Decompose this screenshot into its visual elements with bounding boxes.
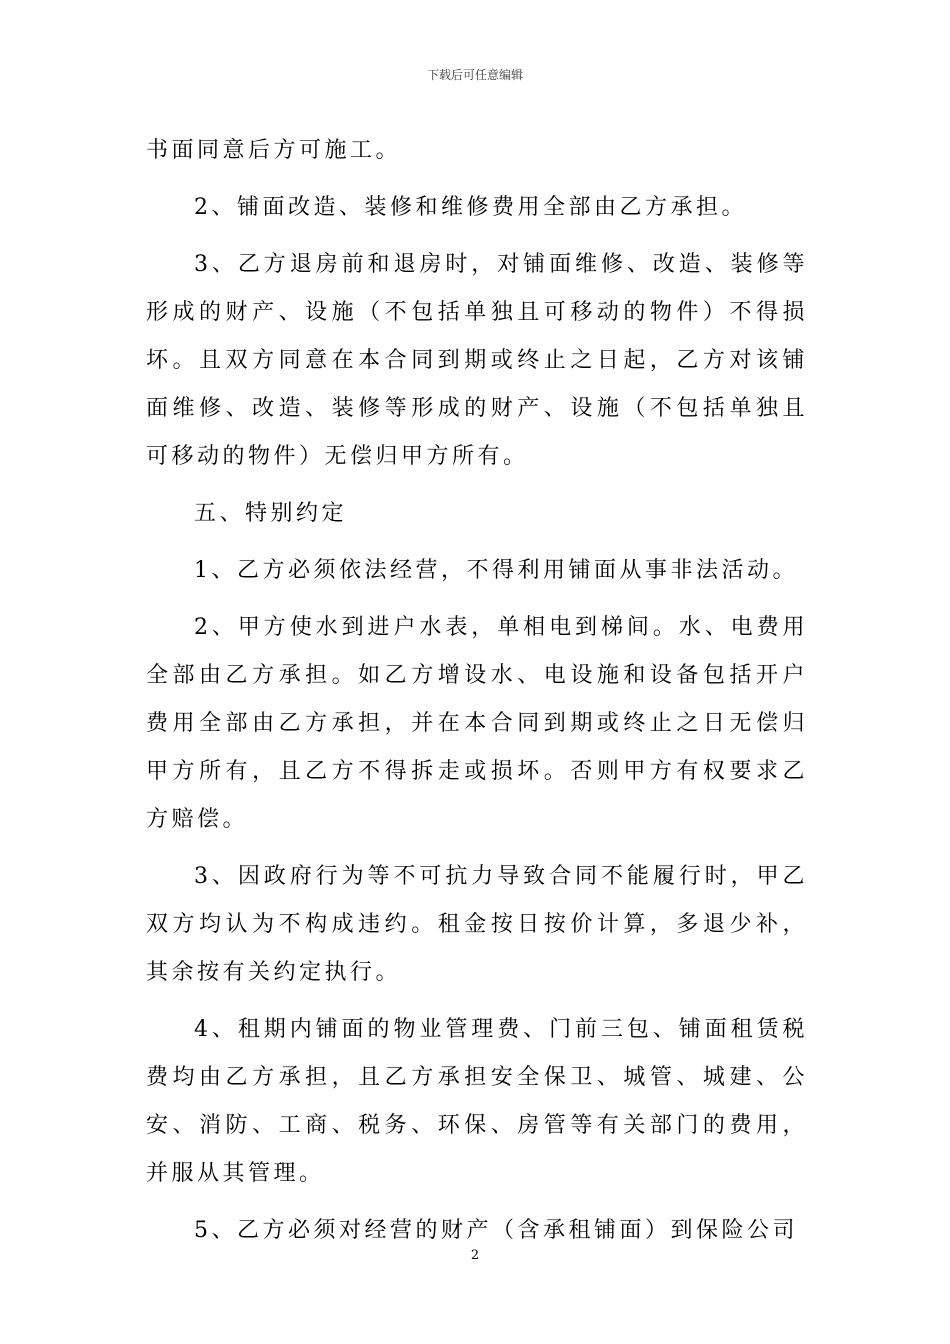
document-body <box>146 127 808 1264</box>
paragraph-special-5: 5、乙方必须对经营的财产（含承租铺面）到保险公司 <box>194 1218 798 1243</box>
paragraph-clause-3: 3、乙方退房前和退房时，对铺面维修、改造、装修等形成的财产、设施（不包括单独且可移动的物件）不得损坏。且双方同意在本合同到期或终止之日起，乙方对该铺面维修、改造、装修等形成的财产、设施（不包括单独且可移动的物件）无偿归甲方所有。 <box>146 252 808 469</box>
paragraph-special-2: 2、甲方使水到进户水表，单相电到梯间。水、电费用全部由乙方承担。如乙方增设水、电设施和设备包括开户费用全部由乙方承担，并在本合同到期或终止之日无偿归甲方所有，且乙方不得拆走或损坏。否则甲方有权要求乙方赔偿。 <box>146 615 808 832</box>
section-heading: 五、特别约定 <box>194 501 348 526</box>
paragraph-continuation: 书面同意后方可施工。 <box>146 138 402 163</box>
paragraph-clause-2: 2、铺面改造、装修和维修费用全部由乙方承担。 <box>194 195 747 220</box>
paragraph-special-3: 3、因政府行为等不可抗力导致合同不能履行时，甲乙双方均认为不构成违约。租金按日按价计算，多退少补，其余按有关约定执行。 <box>146 864 808 985</box>
page-header: 下载后可任意编辑 <box>426 68 523 82</box>
page-number: 2 <box>470 1248 480 1263</box>
paragraph-special-1: 1、乙方必须依法经营，不得利用铺面从事非法活动。 <box>194 558 798 583</box>
paragraph-special-4: 4、租期内铺面的物业管理费、门前三包、铺面租赁税费均由乙方承担，且乙方承担安全保卫、城管、城建、公安、消防、工商、税务、环保、房管等有关部门的费用，并服从其管理。 <box>146 1017 808 1186</box>
